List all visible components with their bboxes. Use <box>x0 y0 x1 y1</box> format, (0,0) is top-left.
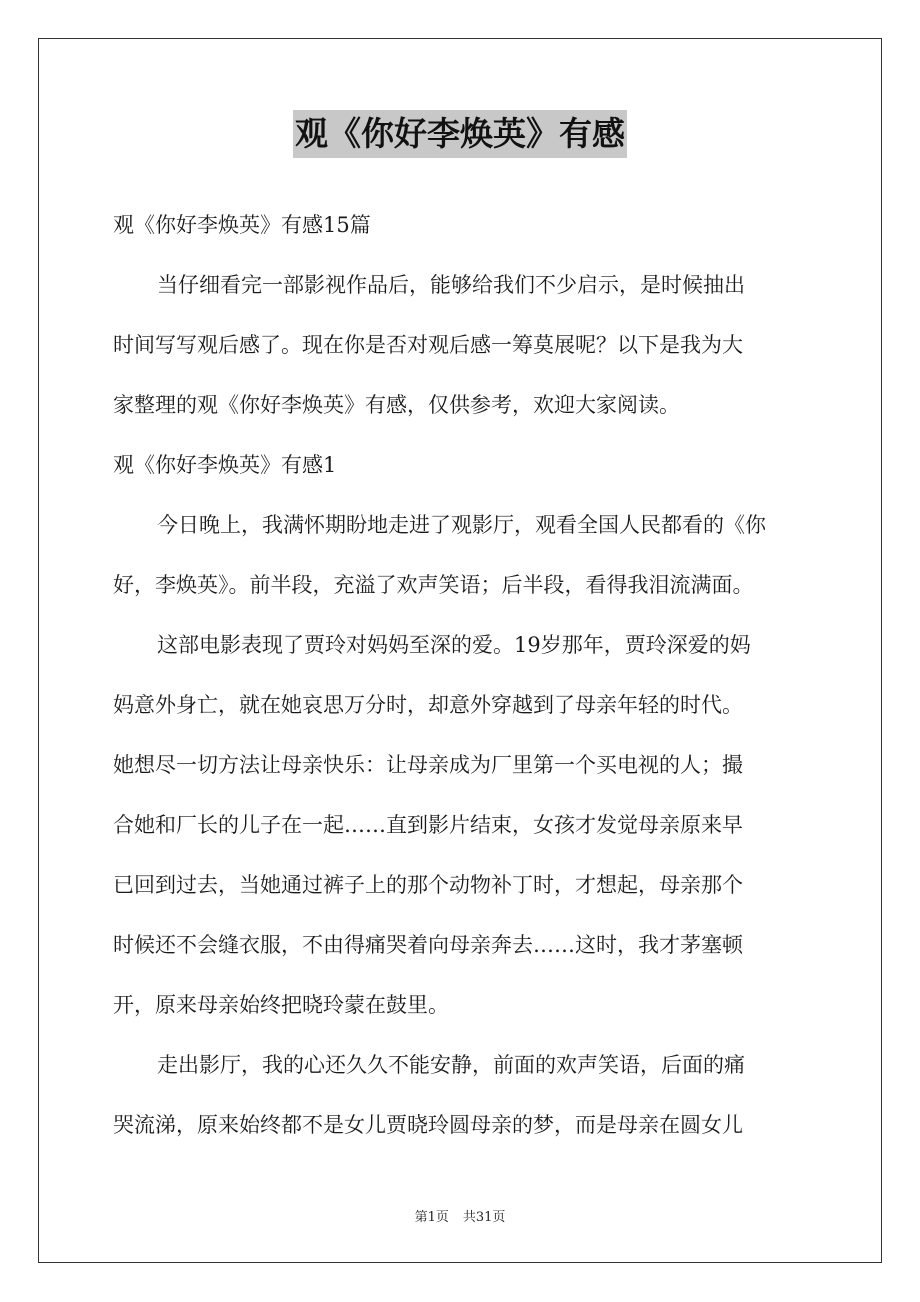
paragraph-line: 家整理的观《你好李焕英》有感，仅供参考，欢迎大家阅读。 <box>113 393 680 417</box>
paragraph-line: 今日晚上，我满怀期盼地走进了观影厅，观看全国人民都看的《你 <box>157 513 766 537</box>
document-title <box>0 110 920 158</box>
paragraph-line: 时候还不会缝衣服，不由得痛哭着向母亲奔去……这时，我才茅塞顿 <box>113 933 743 957</box>
paragraph-line: 当仔细看完一部影视作品后，能够给我们不少启示，是时候抽出 <box>157 273 745 297</box>
paragraph-line: 妈意外身亡，就在她哀思万分时，却意外穿越到了母亲年轻的时代。 <box>113 693 743 717</box>
page-number: 第1页 <box>414 1210 449 1225</box>
paragraph-line: 哭流涕，原来始终都不是女儿贾晓玲圆母亲的梦，而是母亲在圆女儿 <box>113 1113 743 1137</box>
paragraph-line: 好，李焕英》。前半段，充溢了欢声笑语；后半段，看得我泪流满面。 <box>113 573 754 597</box>
paragraph-line: 时间写写观后感了。现在你是否对观后感一筹莫展呢？以下是我为大 <box>113 333 743 357</box>
paragraph-line: 走出影厅，我的心还久久不能安静，前面的欢声笑语，后面的痛 <box>157 1053 745 1077</box>
paragraph-line: 已回到过去，当她通过裤子上的那个动物补丁时，才想起，母亲那个 <box>113 873 743 897</box>
paragraph-line: 开，原来母亲始终把晓玲蒙在鼓里。 <box>113 993 449 1017</box>
page-total: 共31页 <box>462 1210 506 1225</box>
section-heading: 观《你好李焕英》有感1 <box>113 453 337 477</box>
paragraph-line: 合她和厂长的儿子在一起……直到影片结束，女孩才发觉母亲原来早 <box>113 813 743 837</box>
paragraph-line: 这部电影表现了贾玲对妈妈至深的爱。19岁那年，贾玲深爱的妈 <box>157 633 751 657</box>
document-title-text: 观《你好李焕英》有感 <box>293 110 627 158</box>
document-body <box>113 195 825 1155</box>
subtitle-line: 观《你好李焕英》有感15篇 <box>113 213 371 237</box>
paragraph-line: 她想尽一切方法让母亲快乐：让母亲成为厂里第一个买电视的人；撮 <box>113 753 743 777</box>
page-footer <box>0 1206 920 1225</box>
